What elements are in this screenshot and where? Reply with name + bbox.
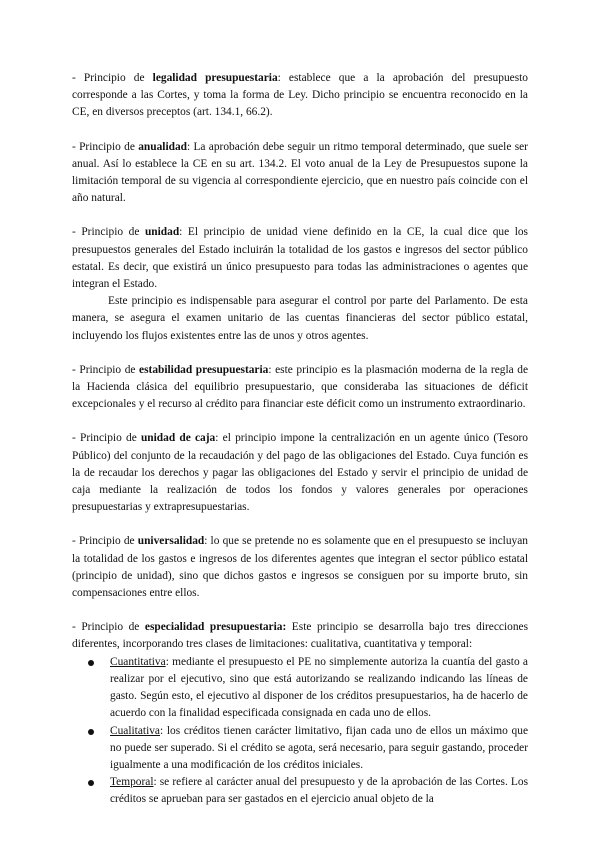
list-item-cuantitativa (72, 654, 528, 723)
principle-text: : establece que a la aprobación del presupuesto corresponde a las Cortes, y toma la forma de Ley. Dicho principio se encuentra reconocido en la CE, en diversos preceptos (art. 134.1, 66.2). (72, 72, 528, 119)
principle-term: estabilidad presupuestaria (139, 363, 269, 376)
bullet-icon (88, 780, 94, 786)
paragraph-universalidad (72, 533, 528, 602)
principle-term: especialidad presupuestaria: (144, 621, 287, 634)
bullet-icon (88, 729, 94, 735)
document-page (72, 70, 528, 809)
item-label: Cuantitativa (110, 655, 166, 668)
principle-term: legalidad presupuestaria (152, 72, 278, 84)
principle-term: unidad de caja (140, 432, 216, 445)
principle-prefix: - Principio de (72, 72, 153, 84)
paragraph-legalidad (72, 70, 528, 122)
principle-prefix: - Principio de (72, 140, 139, 153)
item-text: : mediante el presupuesto el PE no simplemente autoriza la cuantía del gasto a realizar por el ejecutivo, sino que está autorizando se realizando indicando las líneas de gasto. Según esto, el ejecutivo al disponer de los créditos presupuestarios, ha de hacerlo de acuerdo con la finalidad especificada consignada en cada uno de ellos. (110, 655, 528, 720)
paragraph-unidad-de-caja (72, 430, 528, 516)
item-text: : los créditos tienen carácter limitativo, fijan cada uno de ellos un máximo que no puede ser superado. Si el crédito se agota, será necesario, para seguir gastando, proceder igualmente a una modificación de los créditos iniciales. (110, 724, 528, 771)
paragraph-unidad (72, 224, 528, 293)
principle-text: : El principio de unidad viene definido en la CE, la cual dice que los presupuestos generales del Estado incluirán la totalidad de los gastos e ingresos del sector público estatal. Es decir, que existirá un único presupuesto para todas las administraciones o agentes que integran el Estado. (72, 226, 528, 291)
list-item-cualitativa (72, 723, 528, 775)
item-text: : se refiere al carácter anual del presupuesto y de la aprobación de las Cortes. Los créditos se aprueban para ser gastados en el ejercicio anual objeto de la (110, 776, 528, 806)
principle-text: : La aprobación debe seguir un ritmo temporal determinado, que suele ser anual. Así lo establece la CE en su art. 134.2. El voto anual de la Ley de Presupuestos supone la limitación temporal de su vigencia al correspondiente ejercicio, que en nuestro país coincide con el año natural. (72, 140, 528, 205)
principle-prefix: - Principio de (72, 432, 141, 445)
principle-prefix: - Principio de (72, 535, 138, 548)
principle-text: Este principio se desarrolla bajo tres direcciones diferentes, incorporando tres clases de limitaciones: cualitativa, cuantitativa y temporal: (72, 621, 528, 651)
paragraph-unidad-continued: Este principio es indispensable para asegurar el control por parte del Parlamento. De esta manera, se asegura el examen unitario de las cuentas financieras del sector público estatal, incluyendo los flujos existentes entre las de unos y otros agentes. (72, 295, 528, 342)
paragraph-anualidad (72, 139, 528, 208)
list-item-temporal (72, 774, 528, 808)
principle-text: : el principio impone la centralización en un agente único (Tesoro Público) del conjunto de la recaudación y del pago de las obligaciones del Estado. Cuya función es la de recaudar los derechos y pagar las obligaciones del Estado y servir el principio de unidad de caja mediante la realización de todos los fondos y valores generales por operaciones presupuestarias y extrapresupuestarias. (72, 432, 529, 514)
principle-prefix: - Principio de (72, 621, 145, 634)
bullet-icon (88, 660, 94, 666)
principle-term: unidad (144, 226, 180, 239)
principle-term: anualidad (138, 140, 187, 153)
principle-prefix: - Principio de (72, 226, 145, 239)
principle-text: : este principio es la plasmación moderna de la regla de la Hacienda clásica del equilibrio presupuestario, que consideraba las situaciones de déficit excepcionales y el recurso al crédito para financiar este déficit como un instrumento extraordinario. (72, 363, 528, 411)
principle-term: universalidad (137, 535, 205, 548)
item-label: Temporal (110, 776, 154, 789)
paragraph-estabilidad (72, 362, 528, 414)
especialidad-list (72, 654, 528, 809)
principle-text: : lo que se pretende no es solamente que en el presupuesto se incluyan la totalidad de los gastos e ingresos de los diferentes agentes que integran el sector público estatal (principio de unidad), sino que dichos gastos e ingresos se consiguen por su importe bruto, sin compensaciones entre ellos. (72, 535, 528, 600)
principle-prefix: - Principio de (72, 363, 140, 376)
item-label: Cualitativa (110, 724, 160, 737)
paragraph-especialidad (72, 619, 528, 653)
